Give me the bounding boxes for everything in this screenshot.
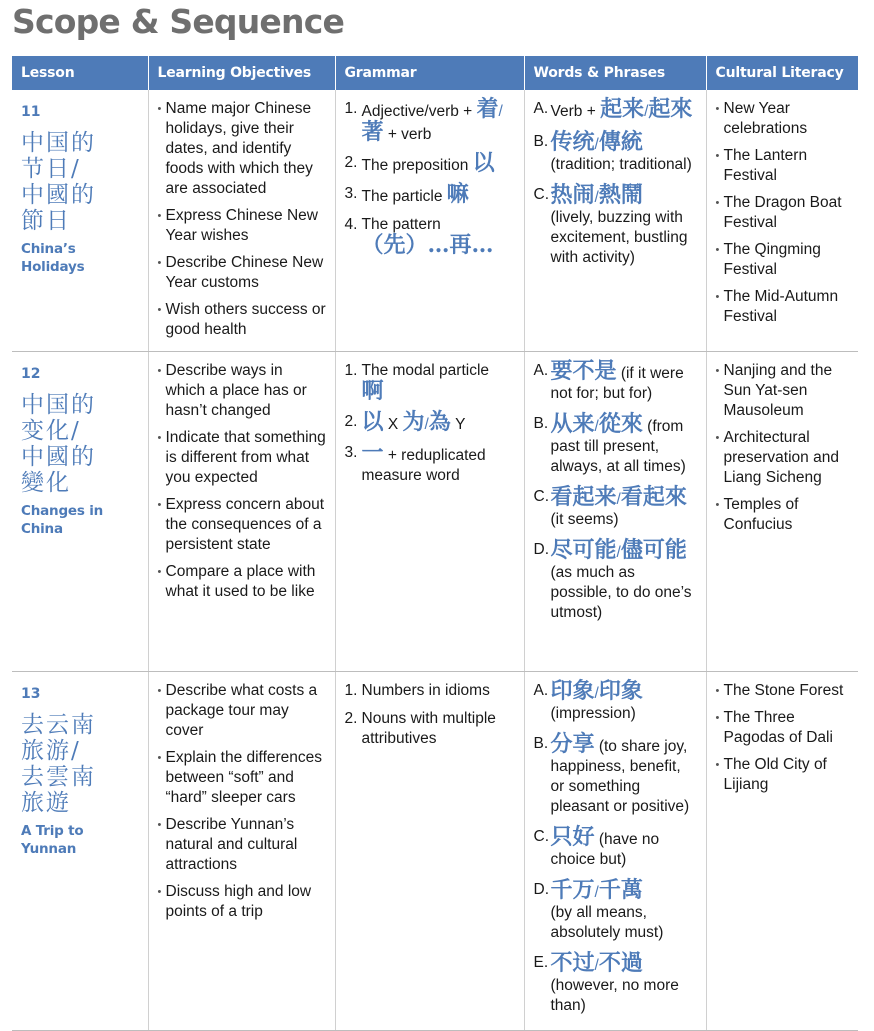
lesson-chinese-line: 中国的 (21, 130, 96, 156)
grammar-chinese: （先）…再… (361, 232, 494, 258)
objectives-cell (148, 90, 335, 352)
word-gloss: (as much as possible, to do one’s utmost) (550, 564, 692, 621)
words-cell (524, 352, 706, 672)
lesson-cell (12, 672, 148, 1031)
word-item (533, 411, 698, 477)
objective-item: • Describe what costs a package tour may cover (158, 681, 327, 741)
grammar-item (345, 215, 516, 258)
word-gloss: (have no choice but) (550, 831, 660, 868)
word-item (533, 731, 698, 817)
objective-item: • Describe Yunnan’s natural and cultural attractions (158, 815, 327, 875)
word-chinese: 印象 (550, 678, 595, 704)
item-marker: A. (533, 362, 549, 379)
culture-item: • The Qingming Festival (716, 240, 851, 280)
slash-separator: / (616, 544, 621, 561)
grammar-chinese: 啊 (361, 378, 384, 404)
grammar-chinese: 嘛 (446, 181, 469, 207)
grammar-cell (335, 90, 524, 352)
culture-item: • Temples of Confucius (716, 495, 851, 535)
word-chinese: 只好 (550, 824, 595, 850)
item-marker: B. (533, 735, 549, 752)
culture-item: • The Three Pagodas of Dali (716, 708, 851, 748)
word-item (533, 678, 698, 724)
word-chinese: 热闹 (550, 182, 595, 208)
grammar-item (345, 361, 516, 404)
word-chinese: 要不是 (550, 358, 617, 384)
lesson-english-title: A Trip to Yunnan (21, 823, 84, 857)
lesson-chinese-line: 變化 (21, 470, 71, 496)
grammar-text: The preposition (361, 157, 473, 174)
grammar-chinese: 以 (472, 150, 495, 176)
objective-item: • Explain the differences between “soft” and “hard” sleeper cars (158, 748, 327, 808)
item-marker: 2. (344, 413, 358, 430)
word-gloss: (however, no more than) (550, 977, 679, 1014)
objectives-cell (148, 352, 335, 672)
grammar-chinese-traditional: 為 (428, 409, 451, 435)
objectives-cell (148, 672, 335, 1031)
grammar-item (345, 681, 516, 701)
word-item (533, 182, 698, 268)
grammar-item (344, 181, 516, 207)
slash-separator: / (594, 685, 599, 702)
item-marker: C. (533, 186, 549, 203)
word-chinese-traditional: 熱鬧 (598, 182, 643, 208)
culture-cell (706, 90, 858, 352)
lesson-chinese-line: 中國的 (21, 444, 96, 470)
objective-item: • Name major Chinese holidays, give their dates, and identify foods with which they are associated (158, 99, 327, 199)
word-chinese-traditional: 從來 (598, 411, 643, 437)
header-grammar: Grammar (335, 56, 524, 90)
word-chinese-traditional: 儘可能 (620, 537, 687, 563)
grammar-text-after: Y (450, 416, 466, 433)
word-gloss: (it seems) (550, 511, 619, 528)
header-learning-objectives: Learning Objectives (148, 56, 335, 90)
slash-separator: / (616, 491, 621, 508)
grammar-chinese-traditional: 著 (361, 119, 384, 145)
grammar-chinese: 着 (476, 96, 499, 122)
slash-separator: / (594, 884, 599, 901)
objective-item: • Describe ways in which a place has or hasn’t changed (158, 361, 327, 421)
item-marker: 3. (344, 444, 358, 461)
culture-item: • The Mid-Autumn Festival (716, 287, 851, 327)
lesson-cell (12, 90, 148, 352)
item-marker: 2. (344, 710, 358, 727)
grammar-item (344, 96, 516, 145)
slash-separator: / (594, 136, 599, 153)
header-cultural-literacy: Cultural Literacy (706, 56, 858, 90)
header-words-phrases: Words & Phrases (524, 56, 706, 90)
header-lesson: Lesson (12, 56, 148, 90)
grammar-chinese-2: 为 (402, 409, 425, 435)
grammar-text: Nouns with multiple attributives (361, 710, 496, 747)
item-marker: A. (533, 682, 549, 699)
header-row (12, 56, 858, 90)
word-item (533, 484, 698, 530)
grammar-text-after: + verb (383, 126, 432, 143)
word-chinese: 看起来 (550, 484, 617, 510)
item-marker: 2. (344, 154, 358, 171)
word-gloss: (impression) (550, 705, 636, 722)
item-marker: D. (533, 881, 549, 898)
grammar-text: The modal particle (361, 362, 490, 379)
objective-item: • Express Chinese New Year wishes (158, 206, 327, 246)
word-chinese-traditional: 起來 (648, 96, 693, 122)
culture-item: • Nanjing and the Sun Yat-sen Mausoleum (716, 361, 851, 421)
word-gloss: (tradition; traditional) (550, 156, 692, 173)
lesson-number: 13 (21, 686, 41, 702)
grammar-text: Numbers in idioms (361, 682, 490, 699)
grammar-text: X (383, 416, 403, 433)
grammar-text: The pattern (361, 216, 441, 233)
word-chinese: 起来 (600, 96, 645, 122)
objective-item: • Describe Chinese New Year customs (158, 253, 327, 293)
grammar-item (344, 150, 516, 176)
grammar-item (344, 440, 516, 486)
word-item (533, 129, 698, 175)
slash-separator: / (424, 416, 429, 433)
lesson-chinese-line: 变化/ (21, 418, 81, 444)
grammar-cell (335, 672, 524, 1031)
culture-cell (706, 352, 858, 672)
lesson-number: 12 (21, 366, 41, 382)
word-chinese-traditional: 不過 (598, 950, 643, 976)
grammar-text: + reduplicated measure word (361, 447, 486, 484)
culture-item: • The Lantern Festival (716, 146, 851, 186)
lesson-chinese-line: 中國的 (21, 182, 96, 208)
word-item (533, 537, 698, 623)
word-gloss: (from past till present, always, at all times) (550, 418, 686, 475)
grammar-cell (335, 352, 524, 672)
word-chinese: 分享 (550, 731, 595, 757)
lesson-chinese-line: 节日/ (21, 156, 81, 182)
word-item (533, 824, 698, 870)
words-cell (524, 90, 706, 352)
word-chinese: 不过 (550, 950, 595, 976)
item-marker: B. (533, 133, 549, 150)
word-gloss: (to share joy, happiness, benefit, or something pleasant or positive) (550, 738, 690, 815)
word-chinese: 千万 (550, 877, 595, 903)
lesson-number: 11 (21, 104, 41, 120)
item-marker: 1. (344, 100, 358, 117)
word-gloss: (by all means, absolutely must) (550, 904, 664, 941)
culture-item: • New Year celebrations (716, 99, 851, 139)
page-title: Scope & Sequence (12, 2, 345, 41)
lesson-row-11 (12, 90, 858, 352)
slash-separator: / (594, 957, 599, 974)
item-marker: C. (533, 488, 549, 505)
item-marker: 3. (344, 185, 358, 202)
lesson-english-title: China’s Holidays (21, 241, 85, 275)
word-item (533, 358, 698, 404)
objective-item: • Compare a place with what it used to be like (158, 562, 327, 602)
lesson-chinese-line: 旅遊 (21, 790, 71, 816)
word-chinese-traditional: 看起來 (620, 484, 687, 510)
words-cell (524, 672, 706, 1031)
grammar-text: The particle (361, 188, 447, 205)
slash-separator: / (644, 103, 649, 120)
objective-item: • Express concern about the consequences of a persistent state (158, 495, 327, 555)
item-marker: B. (533, 415, 549, 432)
word-chinese-traditional: 傳統 (598, 129, 643, 155)
lesson-chinese-title (21, 712, 140, 816)
word-chinese: 传统 (550, 129, 595, 155)
culture-item: • The Old City of Lijiang (716, 755, 851, 795)
word-gloss: (if it were not for; but for) (550, 365, 684, 402)
item-marker: 1. (344, 682, 358, 699)
word-item (533, 877, 698, 943)
objective-item: • Wish others success or good health (158, 300, 327, 340)
lesson-row-12 (12, 352, 858, 672)
objective-item: • Indicate that something is different from what you expected (158, 428, 327, 488)
word-chinese: 从来 (550, 411, 595, 437)
grammar-chinese: 以 (361, 409, 384, 435)
culture-item: • The Dragon Boat Festival (716, 193, 851, 233)
lesson-chinese-line: 旅游/ (21, 738, 81, 764)
lesson-chinese-line: 中国的 (21, 392, 96, 418)
slash-separator: / (594, 418, 599, 435)
word-text: Verb + (550, 103, 601, 120)
lesson-english-title: Changes in China (21, 503, 104, 537)
item-marker: E. (533, 954, 549, 971)
word-chinese: 尽可能 (550, 537, 617, 563)
item-marker: 1. (344, 362, 358, 379)
grammar-chinese: 一 (361, 440, 384, 466)
word-item (533, 950, 698, 1016)
lesson-cell (12, 352, 148, 672)
item-marker: D. (533, 541, 549, 558)
grammar-text: Adjective/verb + (361, 103, 477, 120)
lesson-chinese-line: 去雲南 (21, 764, 96, 790)
item-marker: 4. (344, 216, 358, 233)
objective-item: • Discuss high and low points of a trip (158, 882, 327, 922)
grammar-item (345, 709, 516, 749)
word-chinese-traditional: 印象 (598, 678, 643, 704)
culture-cell (706, 672, 858, 1031)
lesson-chinese-line: 去云南 (21, 712, 96, 738)
item-marker: A. (533, 100, 549, 117)
lesson-chinese-title (21, 392, 140, 496)
culture-item: • Architectural preservation and Liang Sicheng (716, 428, 851, 488)
grammar-item (344, 409, 516, 435)
scope-sequence-table (12, 56, 858, 1031)
culture-item: • The Stone Forest (716, 681, 851, 701)
lesson-row-13 (12, 672, 858, 1031)
lesson-chinese-line: 節日 (21, 208, 71, 234)
item-marker: C. (533, 828, 549, 845)
word-chinese-traditional: 千萬 (598, 877, 643, 903)
lesson-chinese-title (21, 130, 140, 234)
word-item (533, 96, 698, 122)
word-gloss: (lively, buzzing with excitement, bustling with activity) (550, 209, 688, 266)
slash-separator: / (498, 103, 503, 120)
slash-separator: / (594, 189, 599, 206)
